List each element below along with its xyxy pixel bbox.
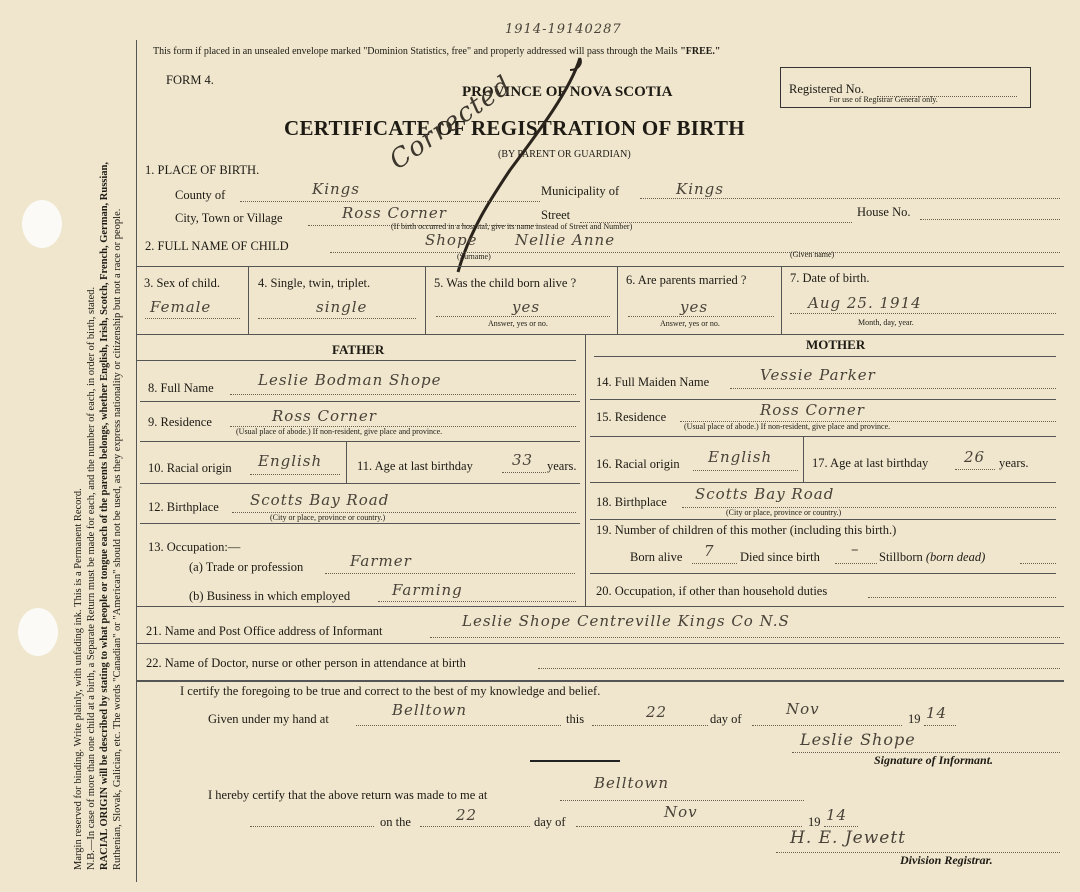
registered-label: Registered No.: [789, 82, 864, 96]
municipality-label: Municipality of: [541, 184, 620, 198]
mother-birthplace-value: Scotts Bay Road: [695, 485, 835, 503]
informant-label: 21. Name and Post Office address of Informant: [146, 624, 383, 638]
margin-note-4: Ruthenian, Slovak, Galician, etc. The words "Canadian" or "American" should not be used, as they express nationality or citizenship but not a race or people.: [112, 208, 123, 870]
father-age-value: 33: [512, 451, 534, 469]
father-birthplace-value: Scotts Bay Road: [250, 491, 390, 509]
dob-label: 7. Date of birth.: [790, 271, 870, 285]
dob-caption: Month, day, year.: [858, 318, 914, 327]
alive-caption: Answer, yes or no.: [488, 319, 548, 328]
place-of-birth-heading: 1. PLACE OF BIRTH.: [145, 163, 260, 177]
registrar-statement: I hereby certify that the above return was made to me at: [208, 788, 488, 802]
this-label: this: [566, 712, 585, 726]
plurality-value: single: [316, 298, 368, 316]
municipality-value: Kings: [676, 180, 724, 198]
given-place: Belltown: [392, 701, 468, 719]
certificate-subtitle: (BY PARENT OR GUARDIAN): [498, 149, 631, 160]
mother-heading: MOTHER: [806, 337, 866, 352]
father-birthplace-label: 12. Birthplace: [148, 500, 219, 514]
mother-age-label: 17. Age at last birthday: [812, 456, 929, 470]
registrar-month: Nov: [664, 803, 698, 821]
died-label: Died since birth: [740, 550, 820, 564]
mother-name-value: Vessie Parker: [760, 366, 876, 384]
father-racial-value: English: [258, 452, 323, 470]
born-alive-value: 7: [704, 542, 715, 560]
certification-year-suffix: 14: [926, 704, 948, 722]
mother-residence-label: 15. Residence: [596, 410, 667, 424]
registrar-use-note: For use of Registrar General only.: [829, 95, 938, 104]
married-label: 6. Are parents married ?: [626, 273, 747, 287]
child-given-names: Nellie Anne: [515, 231, 616, 249]
margin-note-3: RACIAL ORIGIN will be described by stating to what people or tongue each of the parents belongs, whether English, Irish, Scotch, French, German, Russian,: [99, 161, 110, 870]
mother-racial-value: English: [708, 448, 773, 466]
on-the-label: on the: [380, 815, 411, 829]
informant-signature: Leslie Shope: [800, 730, 916, 749]
father-business-value: Farming: [392, 581, 463, 599]
registrar-year-prefix: 19: [808, 815, 821, 829]
registrar-signature: H. E. Jewett: [790, 828, 907, 848]
mother-age-value: 26: [964, 448, 986, 466]
registrar-day: 22: [456, 806, 478, 824]
binding-margin-notes: [72, 161, 123, 871]
mother-name-label: 14. Full Maiden Name: [596, 375, 710, 389]
father-trade-label: (a) Trade or profession: [189, 560, 304, 574]
given-name-caption: (Given name): [790, 250, 835, 259]
province: PROVINCE OF NOVA SCOTIA: [462, 84, 673, 100]
died-value: –: [851, 540, 860, 558]
mother-residence-caption: (Usual place of abode.) If non-resident, give place and province.: [684, 422, 891, 431]
father-age-label: 11. Age at last birthday: [357, 459, 473, 473]
father-racial-label: 10. Racial origin: [148, 461, 232, 475]
stillborn-note: (born dead): [925, 550, 986, 564]
form-number: FORM 4.: [166, 73, 214, 87]
file-number: 1914-19140287: [505, 22, 622, 37]
child-name-label: 2. FULL NAME OF CHILD: [145, 239, 289, 253]
certify-statement: I certify the foregoing to be true and correct to the best of my knowledge and belief.: [180, 684, 601, 698]
father-residence-label: 9. Residence: [148, 415, 212, 429]
father-trade-value: Farmer: [350, 552, 412, 570]
mother-birthplace-label: 18. Birthplace: [596, 495, 667, 509]
registrar-place: Belltown: [594, 774, 670, 792]
certificate-title: CERTIFICATE OF REGISTRATION OF BIRTH: [284, 116, 745, 140]
mother-children-label: 19. Number of children of this mother (including this birth.): [596, 523, 897, 537]
corrected-stamp: Corrected: [384, 70, 518, 176]
informant-signature-caption: Signature of Informant.: [874, 753, 994, 767]
father-business-label: (b) Business in which employed: [189, 589, 351, 603]
father-heading: FATHER: [332, 342, 385, 357]
informant-value: Leslie Shope Centreville Kings Co N.S: [462, 612, 790, 630]
father-residence-value: Ross Corner: [272, 407, 377, 425]
mother-residence-value: Ross Corner: [760, 401, 865, 419]
father-years-label: years.: [547, 459, 577, 473]
mother-birthplace-caption: (City or place, province or country.): [726, 508, 842, 517]
father-name-value: Leslie Bodman Shope: [258, 371, 442, 389]
married-value: yes: [680, 298, 709, 316]
certification-year-prefix: 19: [908, 712, 921, 726]
street-label: Street: [541, 208, 571, 222]
hospital-note: (If birth occurred in a hospital, give its name instead of Street and Number): [391, 222, 633, 231]
certification-day-of-label: day of: [710, 712, 742, 726]
married-caption: Answer, yes or no.: [660, 319, 720, 328]
father-occupation-label: 13. Occupation:—: [148, 540, 241, 554]
city-label: City, Town or Village: [175, 211, 283, 225]
father-birthplace-caption: (City or place, province or country.): [270, 513, 386, 522]
registrar-signature-caption: Division Registrar.: [900, 853, 993, 867]
margin-note-1: Margin reserved for binding. Write plainly, with unfading ink. This is a Permanent Record.: [73, 488, 84, 870]
city-value: Ross Corner: [342, 204, 447, 222]
plurality-label: 4. Single, twin, triplet.: [258, 276, 371, 290]
certification-month: Nov: [786, 700, 820, 718]
registrar-day-of-label: day of: [534, 815, 566, 829]
dob-value: Aug 25. 1914: [808, 294, 922, 312]
punch-hole-bottom: [18, 608, 58, 656]
born-alive-label: Born alive: [630, 550, 683, 564]
margin-note-2: N.B.—In case of more than one child at a birth, a Separate Return must be made for each, and the number of each, in order of birth, stated.: [86, 286, 97, 870]
house-number-label: House No.: [857, 205, 911, 219]
registered-box: [780, 67, 1031, 108]
mail-notice-free: "FREE.": [680, 46, 721, 57]
mother-years-label: years.: [999, 456, 1029, 470]
father-name-label: 8. Full Name: [148, 381, 214, 395]
mail-notice-text: This form if placed in an unsealed envelope marked "Dominion Statistics, free" and properly addressed will pass through the Mails: [153, 46, 681, 57]
punch-hole-top: [22, 200, 62, 248]
child-surname: Shope: [425, 231, 478, 249]
mother-racial-label: 16. Racial origin: [596, 457, 680, 471]
registrar-year-suffix: 14: [826, 806, 848, 824]
stillborn-text: Stillborn: [879, 550, 923, 564]
mother-occupation-label: 20. Occupation, if other than household duties: [596, 584, 828, 598]
county-value: Kings: [312, 180, 360, 198]
stillborn-label: [879, 550, 985, 565]
sex-label: 3. Sex of child.: [144, 276, 221, 290]
certification-day: 22: [646, 703, 668, 721]
doctor-label: 22. Name of Doctor, nurse or other person in attendance at birth: [146, 656, 466, 670]
given-label: Given under my hand at: [208, 712, 329, 726]
alive-label: 5. Was the child born alive ?: [434, 276, 577, 290]
sex-value: Female: [150, 298, 212, 316]
surname-caption: (Surname): [457, 252, 491, 261]
county-label: County of: [175, 188, 226, 202]
father-residence-caption: (Usual place of abode.) If non-resident, give place and province.: [236, 427, 443, 436]
alive-value: yes: [512, 298, 541, 316]
